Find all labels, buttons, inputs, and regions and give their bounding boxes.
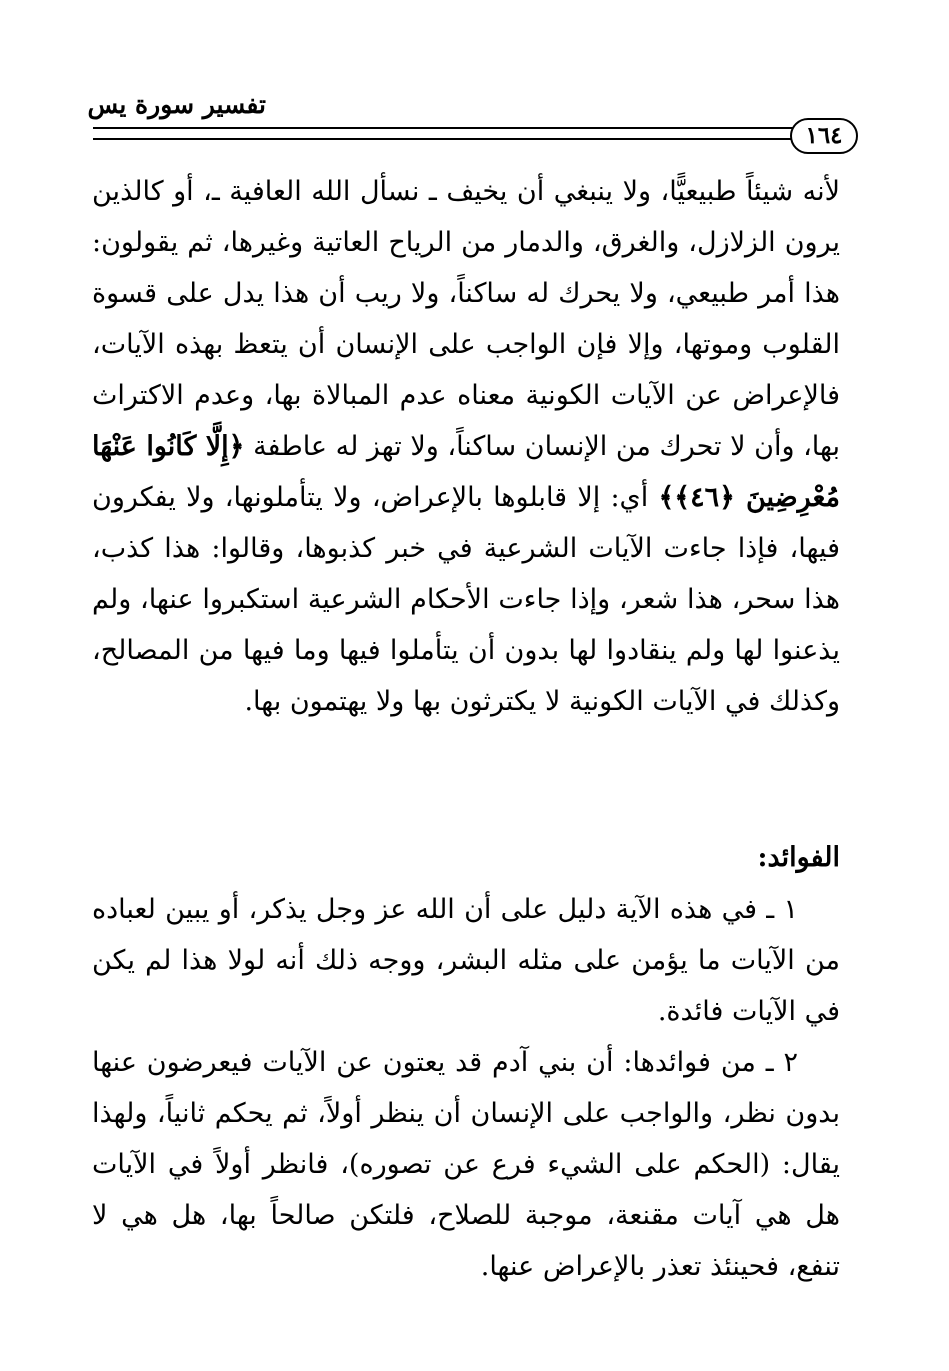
quran-verse: ﴿إِلَّا كَانُوا عَنْهَا مُعْرِضِينَ ﴿٤٦﴾﴾ xyxy=(91,431,841,513)
page-number-badge: ١٦٤ xyxy=(790,118,858,154)
header-rule-top xyxy=(93,127,793,129)
paragraph-text: لأنه شيئاً طبيعيًّا، ولا ينبغي أن يخيف ـ نسأل الله العافية ـ، أو كالذين يرون الزلازل، والغرق، والدمار من الرياح العاتية وغيرها، ثم يقولون: هذا أمر طبيعي، ولا يحرك له ساكناً، ولا ريب أن هذا يدل على قسوة القلوب وموتها، وإلا فإن الواجب على الإنسان أن يتعظ بهذه الآيات، فالإعراض عن الآيات الكونية معناه عدم المبالاة بها، وعدم الاكتراث بها، وأن لا تحرك من الإنسان ساكناً، ولا تهز له عاطفة xyxy=(92,176,840,462)
running-header-title: تفسير سورة يس xyxy=(87,90,266,119)
paragraph-continuation: أي: إلا قابلوها بالإعراض، ولا يتأملونها، ولا يفكرون فيها، فإذا جاءت الآيات الشرعية في خبر كذبوها، وقالوا: هذا كذب، هذا سحر، هذا شعر، وإذا جاءت الأحكام الشرعية استكبروا عنها، ولم يذعنوا لها ولم ينقادوا لها بدون أن يتأملوا فيها وما فيها من المصالح، وكذلك في الآيات الكونية لا يكترثون بها ولا يهتمون بها. xyxy=(92,482,840,717)
benefits-list xyxy=(92,884,840,1292)
header-rule-bottom xyxy=(93,138,793,140)
benefit-item-2: ٢ ـ من فوائدها: أن بني آدم قد يعتون عن الآيات فيعرضون عنها بدون نظر، والواجب على الإنسان أن ينظر أولاً، ثم يحكم ثانياً، ولهذا يقال: (الحكم على الشيء فرع عن تصوره)، فانظر أولاً في الآيات هل هي آيات مقنعة، موجبة للصلاح، فلتكن صالحاً بها، هل هي لا تنفع، فحينئذ تعذر بالإعراض عنها. xyxy=(92,1047,840,1282)
benefit-item-1: ١ ـ في هذه الآية دليل على أن الله عز وجل يذكر، أو يبين لعباده من الآيات ما يؤمن على مثله البشر، ووجه ذلك أنه لولا هذا لم يكن في الآيات فائدة. xyxy=(92,894,840,1027)
main-text xyxy=(92,166,840,727)
main-paragraph xyxy=(92,166,840,727)
benefits-heading: الفوائد: xyxy=(757,842,840,873)
